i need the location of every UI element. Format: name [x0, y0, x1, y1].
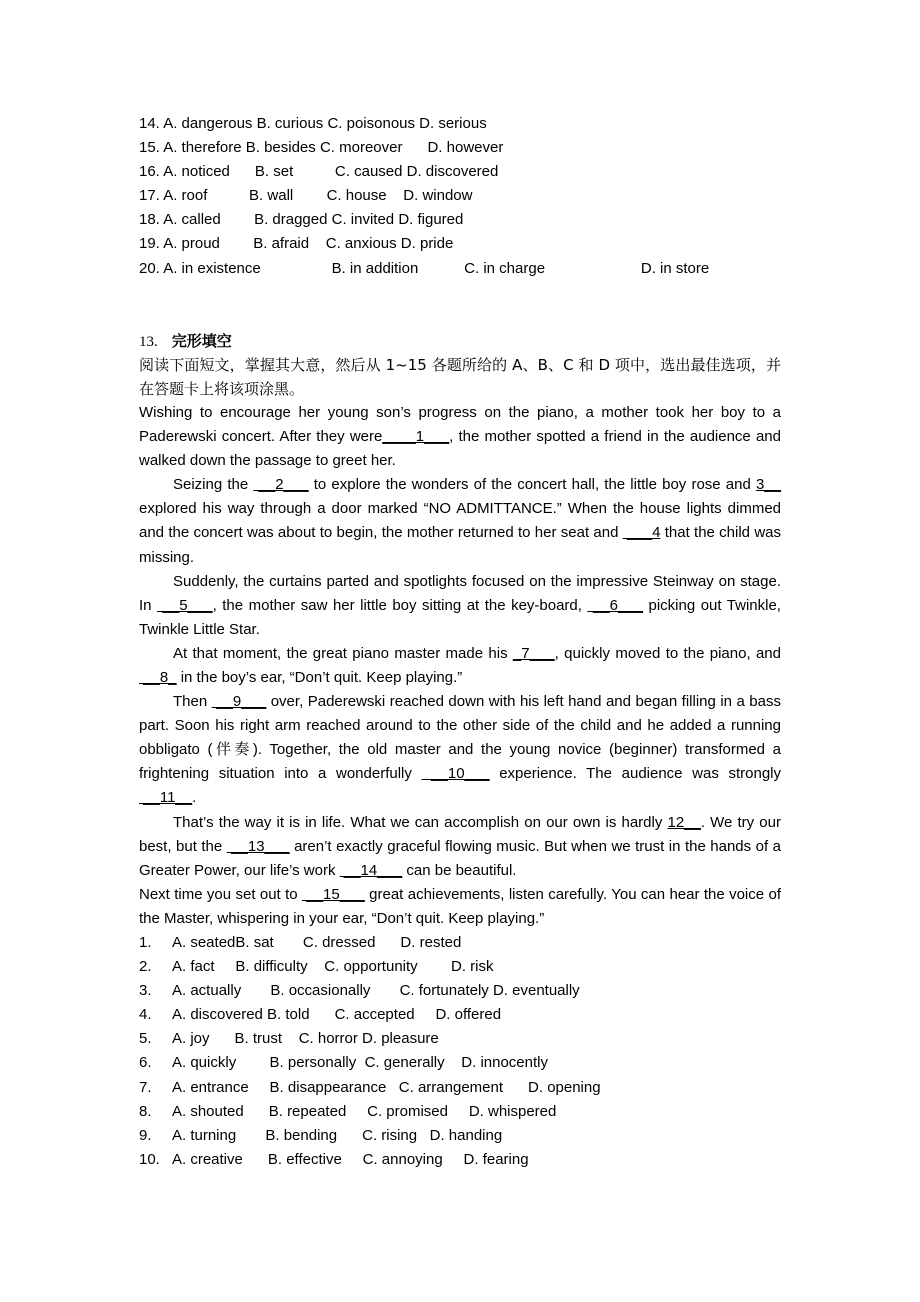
spacer	[139, 281, 781, 329]
text: Wishing to encourage her young son’s progress on the piano, a mother took her boy to a Paderewski concert. After they were	[139, 403, 781, 446]
text: That’s the way it is in life. What we can accomplish on our own is hardly	[173, 813, 668, 831]
question-row	[139, 979, 781, 1003]
blank-9: __9___	[211, 693, 267, 711]
text: can be beautiful.	[402, 861, 517, 879]
question-number: 2.	[139, 958, 152, 976]
question-options: A. shouted B. repeated C. promised D. whispered	[172, 1102, 557, 1120]
question-number: 9.	[139, 1126, 152, 1144]
question-options: A. seatedB. sat C. dressed D. rested	[172, 934, 462, 951]
text: great achievements, listen carefully. You can hear the voice of the Master, whispering in your ear, “Don’t quit. Keep playing.”	[139, 885, 781, 927]
previous-options-list	[139, 112, 781, 281]
blank-14: __14___	[339, 861, 403, 879]
question-options: A. entrance B. disappearance C. arrangement D. opening	[172, 1078, 601, 1096]
text: experience. The audience was strongly	[489, 765, 781, 783]
question-options: A. fact B. difficulty C. opportunity D. risk	[172, 958, 494, 976]
text: , quickly moved to the piano, and	[554, 644, 781, 662]
question-number: 4.	[139, 1006, 152, 1024]
text: At that moment, the great piano master made his	[173, 644, 513, 662]
question-row	[139, 1076, 781, 1100]
question-number: 1.	[139, 934, 152, 951]
question-options: A. creative B. effective C. annoying D. fearing	[172, 1150, 529, 1168]
passage-paragraph-6	[139, 811, 781, 883]
text: . We try our best, but the	[139, 813, 781, 855]
blank-12: 12__	[667, 813, 701, 831]
blank-7: _7___	[512, 644, 555, 662]
text: .	[192, 789, 197, 807]
text: Suddenly, the curtains parted and spotlights focused on the impressive Steinway on stage. In	[139, 572, 781, 614]
option-row-18: 18. A. called B. dragged C. invited D. figured	[139, 211, 464, 229]
text: explored his way through a door marked “NO ADMITTANCE.” When the house lights dimmed and the concert was about to begin, the mother returned to her seat and	[139, 500, 781, 542]
question-options: A. turning B. bending C. rising D. handing	[172, 1126, 503, 1144]
question-row	[139, 1100, 781, 1124]
passage-paragraph-2	[139, 473, 781, 569]
blank-13: __13___	[226, 837, 290, 855]
option-row-20: 20. A. in existence B. in addition C. in charge D. in store	[139, 259, 710, 277]
blank-15: __15___	[302, 885, 365, 903]
option-row-15: 15. A. therefore B. besides C. moreover D. however	[139, 139, 504, 157]
document-page	[139, 112, 781, 1172]
question-options: A. quickly B. personally C. generally D. innocently	[172, 1054, 548, 1072]
question-number: 7.	[139, 1078, 152, 1096]
question-options: A. discovered B. told C. accepted D. offered	[172, 1006, 502, 1024]
blank-11: __11__	[139, 789, 193, 807]
question-row	[139, 1124, 781, 1148]
text: to explore the wonders of the concert hall, the little boy rose and	[308, 476, 756, 494]
question-number: 5.	[139, 1030, 152, 1048]
blank-1: ____1___	[382, 428, 450, 446]
passage-paragraph-4	[139, 642, 781, 690]
section-number: 13.	[139, 333, 158, 350]
text: that the child was missing.	[139, 524, 781, 566]
question-row	[139, 1051, 781, 1075]
section-title: 完形填空	[171, 331, 232, 350]
text: picking out Twinkle, Twinkle Little Star.	[139, 596, 781, 638]
text: in the boy’s ear, “Don’t quit. Keep playing.”	[176, 668, 463, 686]
option-row-19: 19. A. proud B. afraid C. anxious D. pride	[139, 235, 454, 253]
text: , the mother saw her little boy sitting at the key-board,	[212, 596, 588, 614]
blank-5: __5___	[157, 596, 213, 614]
question-row	[139, 1003, 781, 1027]
question-row	[139, 1027, 781, 1051]
section-instructions: 阅读下面短文，掌握其大意，然后从 1~15 各题所给的 A、B、C 和 D 项中，选出最佳选项，并在答题卡上将该项涂黑。	[139, 355, 781, 398]
question-options: A. joy B. trust C. horror D. pleasure	[172, 1030, 439, 1048]
option-row-16: 16. A. noticed B. set C. caused D. discovered	[139, 163, 499, 181]
passage-paragraph-7	[139, 883, 781, 931]
text: , the mother spotted a friend in the audience and walked down the passage to greet her.	[139, 428, 781, 470]
passage-paragraph-3	[139, 570, 781, 642]
text: aren’t exactly graceful flowing music. But when we trust in the hands of a Greater Power, our life’s work	[139, 837, 781, 879]
blank-8: __8_	[139, 668, 177, 686]
passage-paragraph-1	[139, 401, 781, 473]
question-number: 3.	[139, 982, 152, 1000]
passage-paragraph-5	[139, 690, 781, 810]
question-options-list	[139, 931, 781, 1172]
option-row-17: 17. A. roof B. wall C. house D. window	[139, 187, 473, 205]
section-heading	[139, 329, 781, 353]
question-options: A. actually B. occasionally C. fortunately D. eventually	[172, 982, 580, 1000]
question-row	[139, 955, 781, 979]
question-number: 6.	[139, 1054, 152, 1072]
text: Seizing the	[173, 476, 254, 494]
blank-2: __2___	[253, 476, 309, 494]
option-row-14: 14. A. dangerous B. curious C. poisonous D. serious	[139, 115, 487, 132]
question-row	[139, 1148, 781, 1172]
blank-10: __10___	[421, 765, 490, 783]
blank-4: ___4	[622, 524, 661, 542]
question-number: 8.	[139, 1102, 152, 1120]
blank-3: 3__	[755, 476, 781, 494]
question-row	[139, 931, 781, 955]
text: Next time you set out to	[139, 885, 302, 903]
blank-6: __6___	[587, 596, 643, 614]
text: Then	[173, 693, 212, 711]
question-number: 10.	[139, 1150, 160, 1168]
text: over, Paderewski reached down with his left hand and began filling in a bass part. Soon his right arm reached around to the other side of the child and he added a running obbligato (伴奏). Together, the old master and the young novice (beginner) transformed a frightening situation into a wonderfully	[139, 693, 781, 783]
